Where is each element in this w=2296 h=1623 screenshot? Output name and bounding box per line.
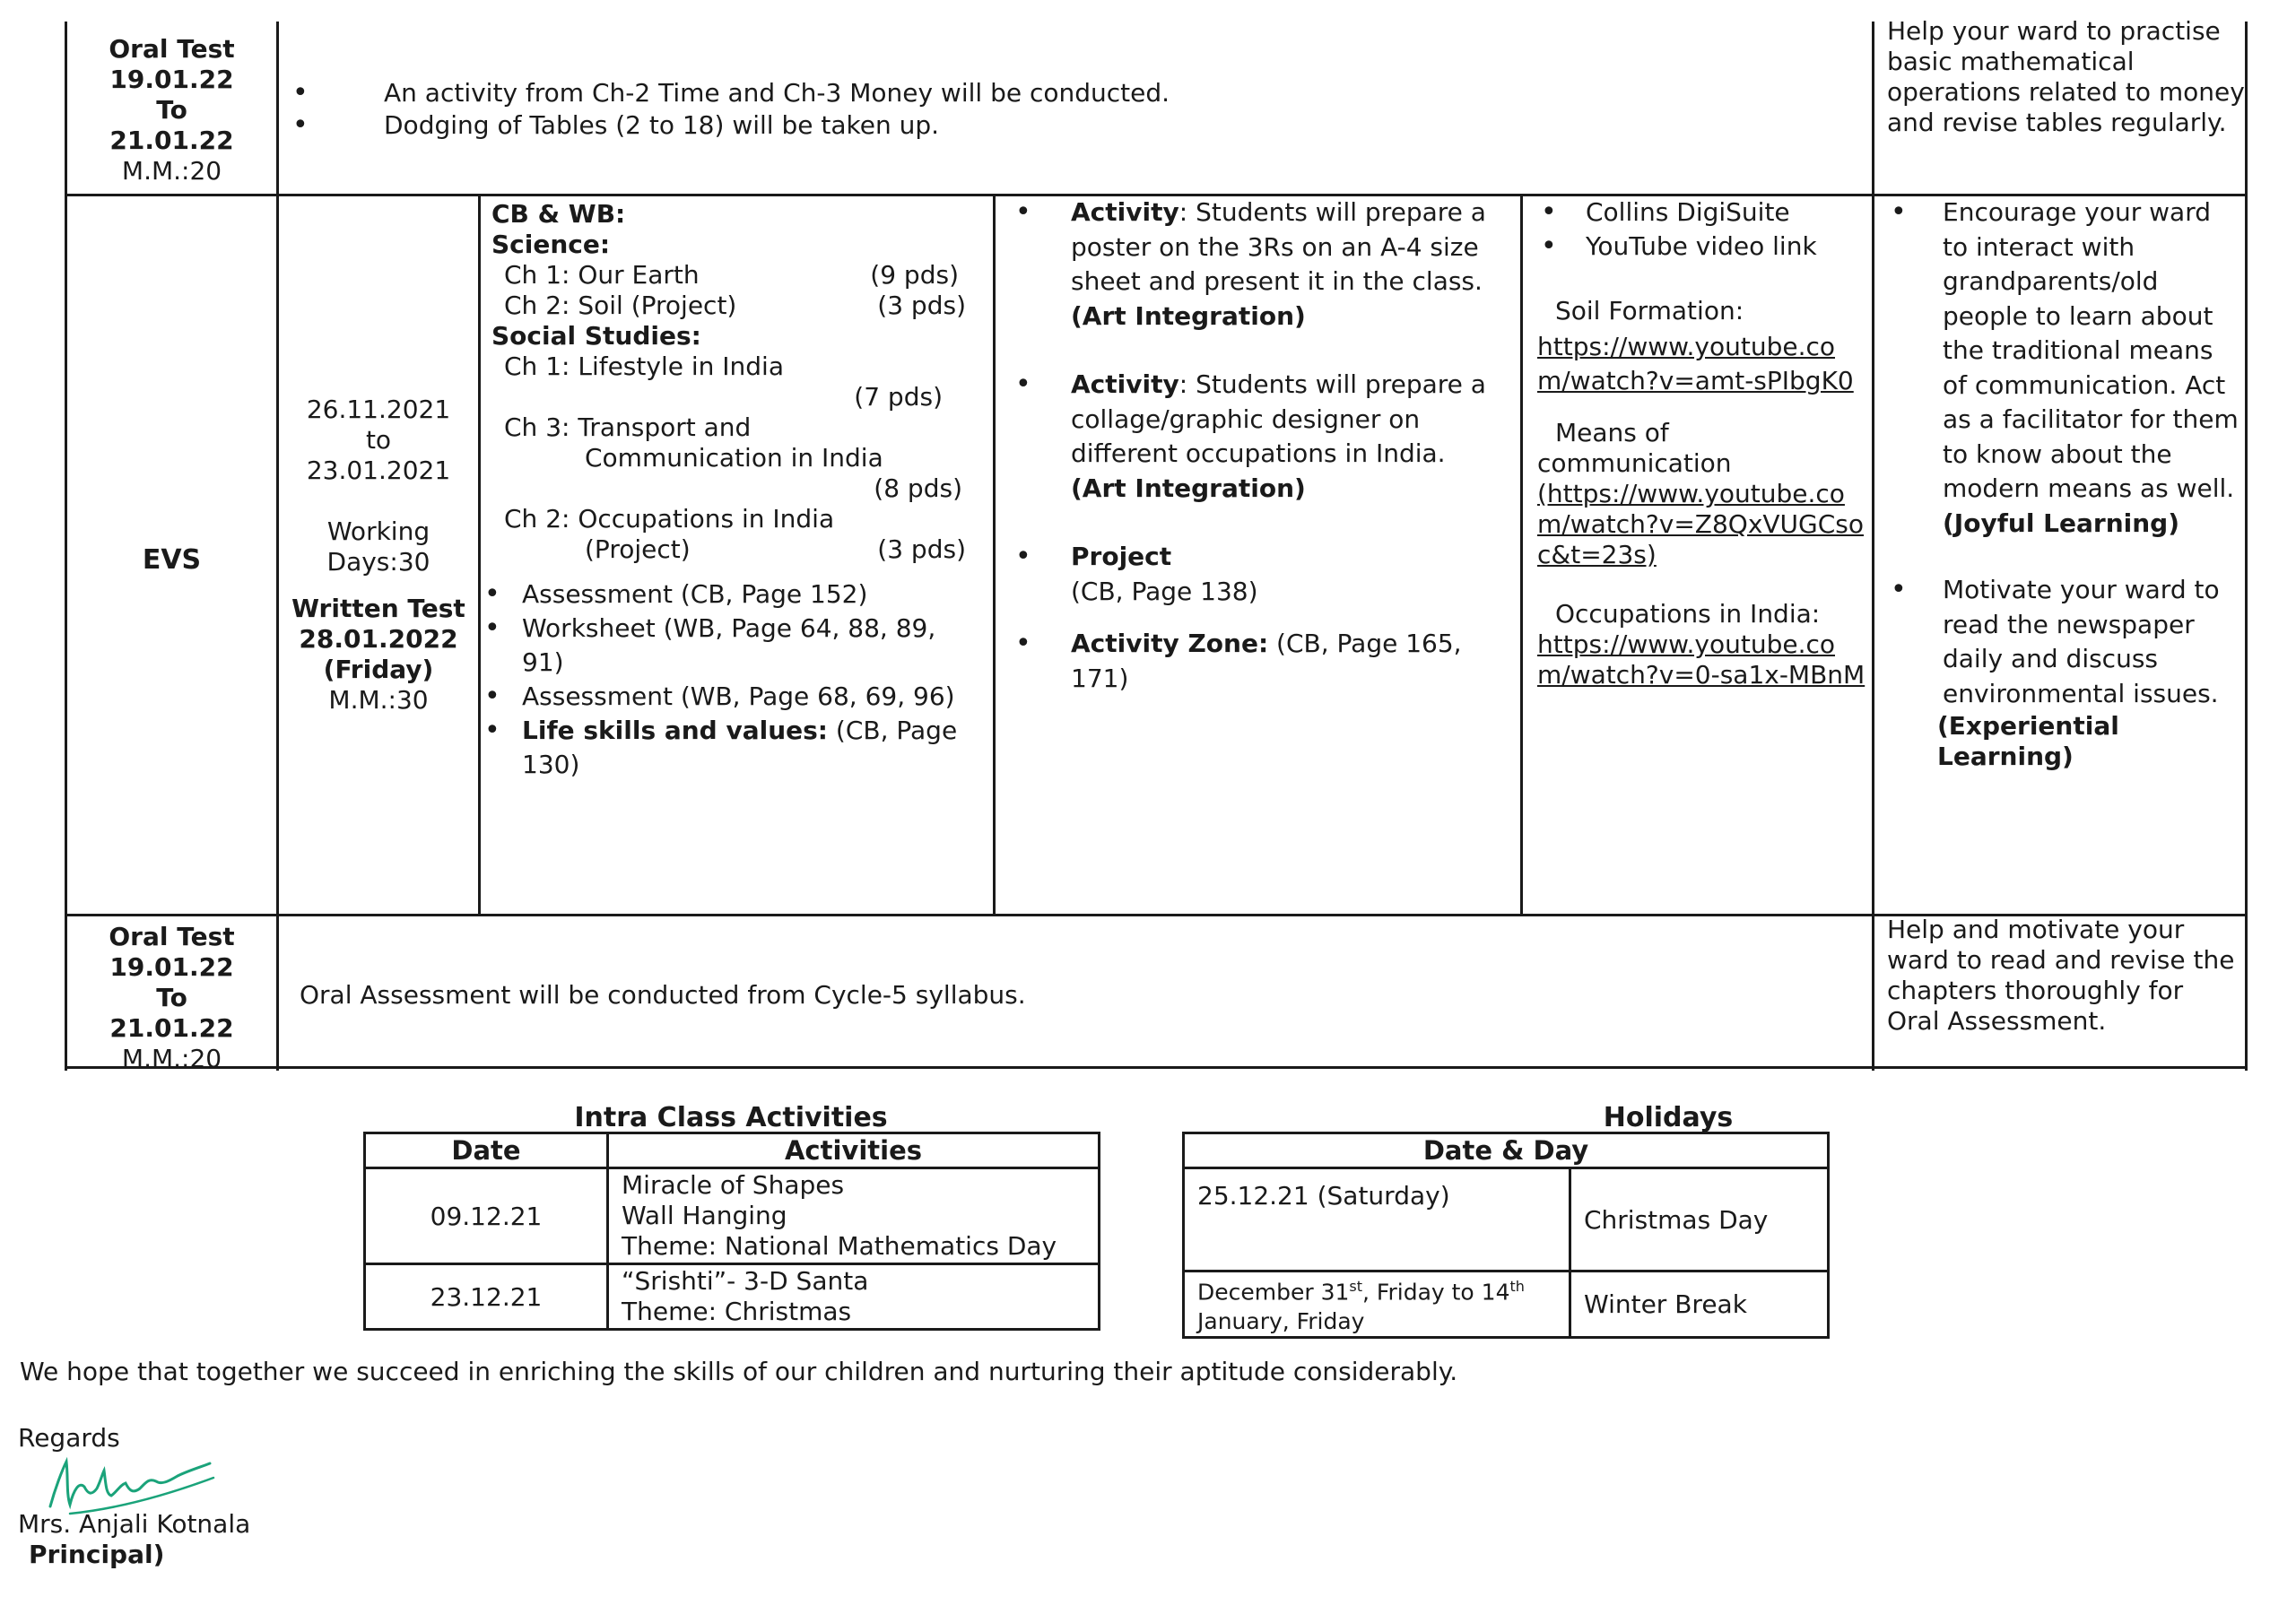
oral-test-marks: M.M.:20 [121, 1044, 222, 1073]
evs-to-word: to [365, 425, 392, 455]
holiday-date: December 31st, Friday to 14th January, Friday [1184, 1271, 1570, 1337]
list-item: • Worksheet (WB, Page 64, 88, 89, 91) [481, 612, 980, 680]
list-item: • Assessment (WB, Page 68, 69, 96) [481, 680, 980, 714]
table-row [1184, 1271, 1829, 1337]
holidays-table [1182, 1132, 1830, 1339]
soil-link[interactable]: https://www.youtube.com/watch?v=amt-sPIbgK0 [1537, 332, 1854, 395]
holiday-name: Christmas Day [1570, 1168, 1829, 1271]
list-item: • Assessment (CB, Page 152) [481, 577, 980, 612]
means-label-2: communication [1537, 448, 1732, 478]
oral-test-bottom-text: Oral Assessment will be conducted from Cycle-5 syllabus. [300, 980, 1026, 1010]
oral-test-to-word: To [156, 983, 187, 1012]
list-item: • Encourage your ward to interact with grandparents/old people to learn about the traditional means of communication. Act as a facilitator for them to know about the modern means as well. (Joyful Learning) [1887, 195, 2239, 541]
resource-list [1537, 195, 1867, 264]
table-row [1184, 1168, 1829, 1271]
oral-test-top-note: Help your ward to practise basic mathematical operations related to money and revise tables regularly. [1887, 16, 2245, 137]
table-row [365, 1168, 1100, 1264]
oral-test-title: Oral Test [109, 922, 235, 951]
list-item: • Project (CB, Page 138) [1012, 540, 1496, 609]
intra-activity: Miracle of Shapes Wall Hanging Theme: National Mathematics Day [608, 1168, 1100, 1264]
closing-message: We hope that together we succeed in enriching the skills of our children and nurturing their aptitude considerably. [20, 1357, 1458, 1386]
oral-test-top-list [289, 77, 1544, 142]
oral-test-from: 19.01.22 [109, 952, 234, 982]
evs-from-date: 26.11.2021 [306, 395, 451, 424]
evs-resources-cell [1537, 195, 1867, 690]
syllabus-social: Social Studies: [491, 321, 701, 351]
list-item: • Life skills and values: (CB, Page 130) [481, 714, 980, 782]
signature-stroke [50, 1462, 210, 1506]
list-item: • An activity from Ch-2 Time and Ch-3 Money will be conducted. [289, 77, 1544, 109]
intra-activity: “Srishti”- 3-D Santa Theme: Christmas [608, 1264, 1100, 1330]
principal-designation: Principal) [29, 1540, 165, 1569]
syllabus-bullets [481, 577, 980, 782]
means-link[interactable]: (https://www.youtube.com/watch?v=Z8QxVUGCsoc&t=23s) [1537, 479, 1864, 569]
oral-test-to: 21.01.22 [109, 126, 234, 155]
evs-subject: EVS [142, 544, 202, 576]
syllabus-row: Ch 3: Transport and [504, 412, 752, 442]
intra-title: Intra Class Activities [574, 1102, 888, 1133]
list-item: • Dodging of Tables (2 to 18) will be taken up. [289, 109, 1544, 142]
list-item: • Motivate your ward to read the newspaper daily and discuss environmental issues. (Experiential Learning) [1887, 573, 2239, 775]
oral-test-to-word: To [156, 95, 187, 125]
evs-marks: M.M.:30 [328, 685, 429, 715]
evs-written-date: 28.01.2022 [299, 624, 458, 654]
oral-test-marks: M.M.:20 [121, 156, 222, 186]
evs-activities-cell [1012, 195, 1496, 696]
evs-written-test: Written Test [291, 594, 465, 623]
evs-dates-cell [279, 395, 478, 716]
intra-col-date: Date [365, 1133, 608, 1168]
syllabus-row: Communication in India [585, 443, 883, 473]
list-item: • Activity: Students will prepare a collage/graphic designer on different occupations in India. (Art Integration) [1012, 368, 1496, 506]
list-item: • Activity: Students will prepare a poster on the 3Rs on an A-4 size sheet and present it in the class. (Art Integration) [1012, 195, 1496, 334]
syllabus-pds: (8 pds) [874, 473, 962, 503]
syllabus-row: Ch 1: Lifestyle in India [504, 352, 784, 381]
oral-test-to: 21.01.22 [109, 1013, 234, 1043]
evs-to-date: 23.01.2021 [306, 456, 451, 485]
intra-date: 09.12.21 [365, 1168, 608, 1264]
intra-col-activities: Activities [608, 1133, 1100, 1168]
intra-date: 23.12.21 [365, 1264, 608, 1330]
intra-table [363, 1132, 1100, 1331]
soil-label: Soil Formation: [1555, 296, 1744, 325]
list-item: • YouTube video link [1537, 230, 1867, 264]
syllabus-row: Ch 2: Soil (Project) (3 pds) [504, 291, 966, 320]
syllabus-science: Science: [491, 230, 611, 259]
syllabus-pds: (7 pds) [854, 382, 943, 412]
holiday-name: Winter Break [1570, 1271, 1829, 1337]
means-label-1: Means of [1555, 418, 1669, 447]
evs-written-day: (Friday) [323, 655, 434, 684]
holiday-date: 25.12.21 (Saturday) [1184, 1168, 1570, 1271]
regards-text: Regards [18, 1423, 120, 1453]
oral-test-title: Oral Test [109, 34, 235, 64]
syllabus-head: CB & WB: [491, 199, 626, 229]
occupations-link[interactable]: https://www.youtube.com/watch?v=0-sa1x-MBnM [1537, 629, 1866, 690]
evs-working-days-1: Working [326, 516, 430, 546]
holidays-col: Date & Day [1184, 1133, 1829, 1168]
oral-test-from: 19.01.22 [109, 65, 234, 94]
evs-syllabus-cell [491, 199, 980, 782]
syllabus-row: Ch 2: Occupations in India [504, 504, 835, 534]
list-item: • Collins DigiSuite [1537, 195, 1867, 230]
syllabus-row: Ch 1: Our Earth (9 pds) [504, 260, 959, 290]
evs-working-days-2: Days:30 [326, 547, 430, 577]
oral-test-top-cell [67, 34, 276, 187]
list-item: • Activity Zone: (CB, Page 165, 171) [1012, 627, 1496, 696]
occupations-label: Occupations in India: [1555, 599, 1821, 629]
table-row [365, 1264, 1100, 1330]
syllabus-row: (Project) (3 pds) [585, 534, 966, 564]
principal-name: Mrs. Anjali Kotnala [18, 1509, 251, 1539]
holidays-title: Holidays [1603, 1102, 1734, 1133]
oral-test-bottom-note: Help and motivate your ward to read and revise the chapters thoroughly for Oral Assessment. [1887, 915, 2235, 1036]
evs-parents-cell [1887, 195, 2239, 775]
oral-test-bottom-cell [67, 922, 276, 1074]
